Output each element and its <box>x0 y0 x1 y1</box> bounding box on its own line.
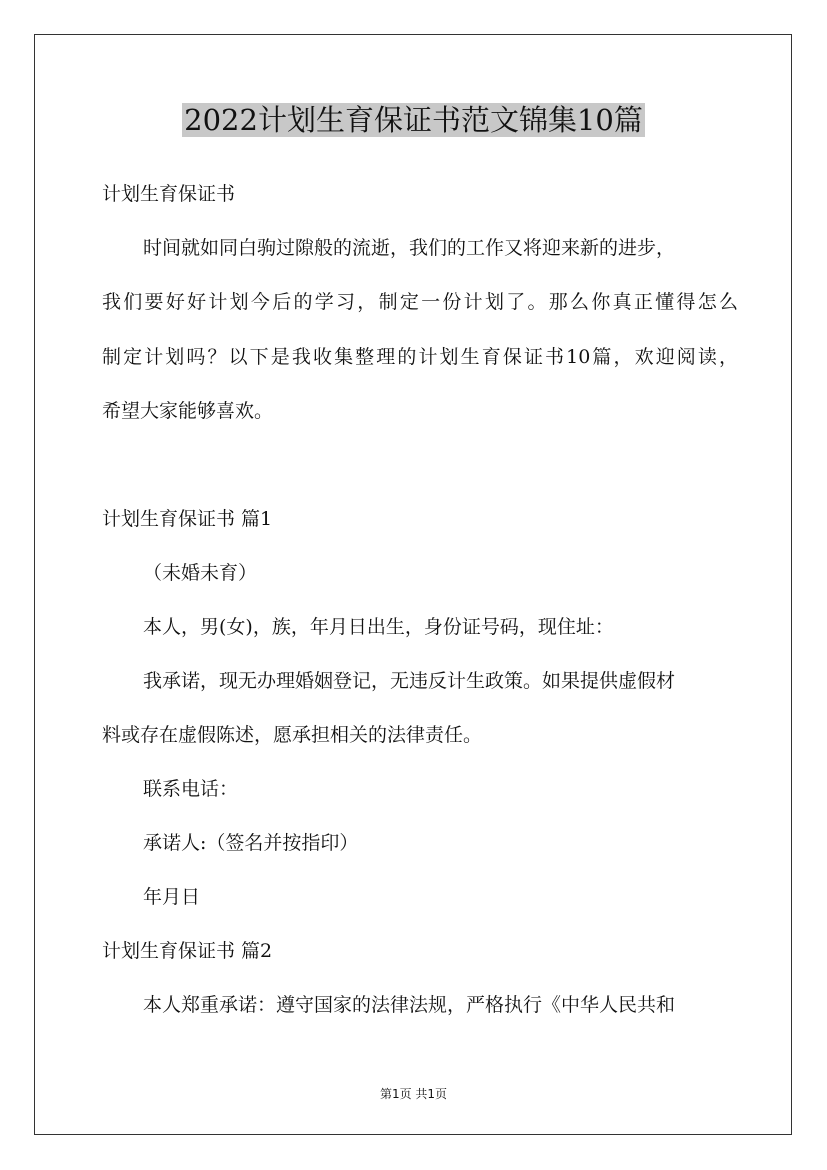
intro-line-2: 我们要好好计划今后的学习，制定一份计划了。那么你真正懂得怎么 <box>102 291 738 313</box>
page-footer: 第1页 共1页 <box>379 1087 448 1101</box>
intro-heading: 计划生育保证书 <box>102 183 236 205</box>
section1-line-7: 年月日 <box>143 886 201 908</box>
section1-line-1: （未婚未育） <box>143 562 258 584</box>
document-title-wrap <box>0 100 827 140</box>
section1-line-6: 承诺人:（签名并按指印） <box>143 832 359 854</box>
section2-heading: 计划生育保证书 篇2 <box>102 940 273 962</box>
section1-line-3: 我承诺，现无办理婚姻登记，无违反计生政策。如果提供虚假材 <box>143 670 676 692</box>
intro-line-3: 制定计划吗？以下是我收集整理的计划生育保证书10篇，欢迎阅读， <box>102 346 738 368</box>
intro-line-1: 时间就如同白驹过隙般的流逝，我们的工作又将迎来新的进步， <box>143 237 676 259</box>
section1-line-5: 联系电话： <box>143 778 239 800</box>
section1-line-2: 本人，男(女)，族，年月日出生，身份证号码，现住址： <box>143 616 614 638</box>
intro-line-4: 希望大家能够喜欢。 <box>102 400 274 422</box>
section1-line-4: 料或存在虚假陈述，愿承担相关的法律责任。 <box>102 724 483 746</box>
section1-heading: 计划生育保证书 篇1 <box>102 508 273 530</box>
section2-line-1: 本人郑重承诺：遵守国家的法律法规，严格执行《中华人民共和 <box>143 994 676 1016</box>
document-title: 2022计划生育保证书范文锦集10篇 <box>184 103 643 137</box>
